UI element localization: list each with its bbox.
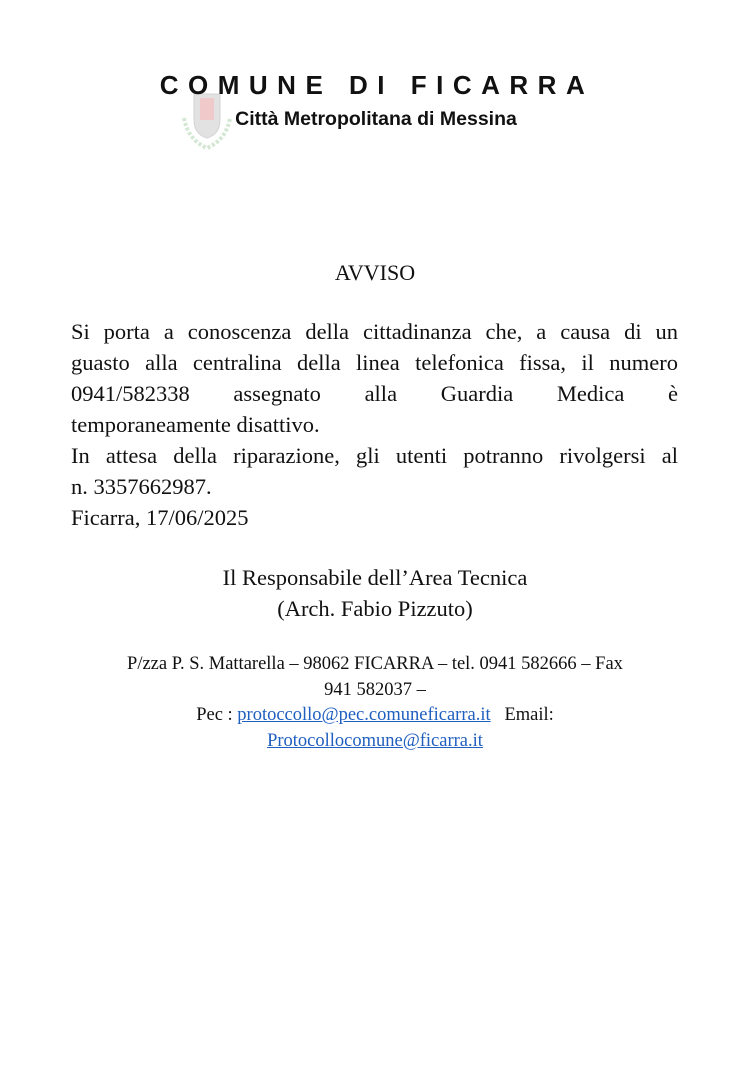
notice-line: guasto alla centralina della linea telefonica fissa, il numero <box>71 350 678 375</box>
footer-contacts <box>0 652 750 754</box>
signature-name: (Arch. Fabio Pizzuto) <box>277 596 473 621</box>
pec-label: Pec : <box>196 705 233 725</box>
pec-email-link[interactable]: protoccollo@pec.comuneficarra.it <box>237 705 491 725</box>
municipality-title: COMUNE DI FICARRA <box>159 70 595 100</box>
notice-date: Ficarra, 17/06/2025 <box>71 505 249 530</box>
email-label: Email: <box>504 705 554 725</box>
notice-line: temporaneamente disattivo. <box>71 412 320 437</box>
notice-line: In attesa della riparazione, gli utenti potranno rivolgersi al <box>71 443 678 468</box>
email-link[interactable]: Protocollocomune@ficarra.it <box>267 730 483 751</box>
notice-line: 0941/582338 assegnato alla Guardia Medica è <box>71 381 678 406</box>
notice-line: Si porta a conoscenza della cittadinanza che, a causa di un <box>71 319 678 344</box>
footer-email-line <box>0 703 750 729</box>
municipality-subtitle: Città Metropolitana di Messina <box>235 108 517 130</box>
notice-line: n. 3357662987. <box>71 474 212 499</box>
notice-heading: AVVISO <box>334 260 416 285</box>
signature-role: Il Responsabile dell’Area Tecnica <box>222 565 528 590</box>
notice-body <box>71 316 678 533</box>
signature-block <box>0 562 750 624</box>
footer-address: P/zza P. S. Mattarella – 98062 FICARRA – tel. 0941 582666 – Fax <box>127 654 623 674</box>
footer-fax: 941 582037 – <box>324 679 426 700</box>
